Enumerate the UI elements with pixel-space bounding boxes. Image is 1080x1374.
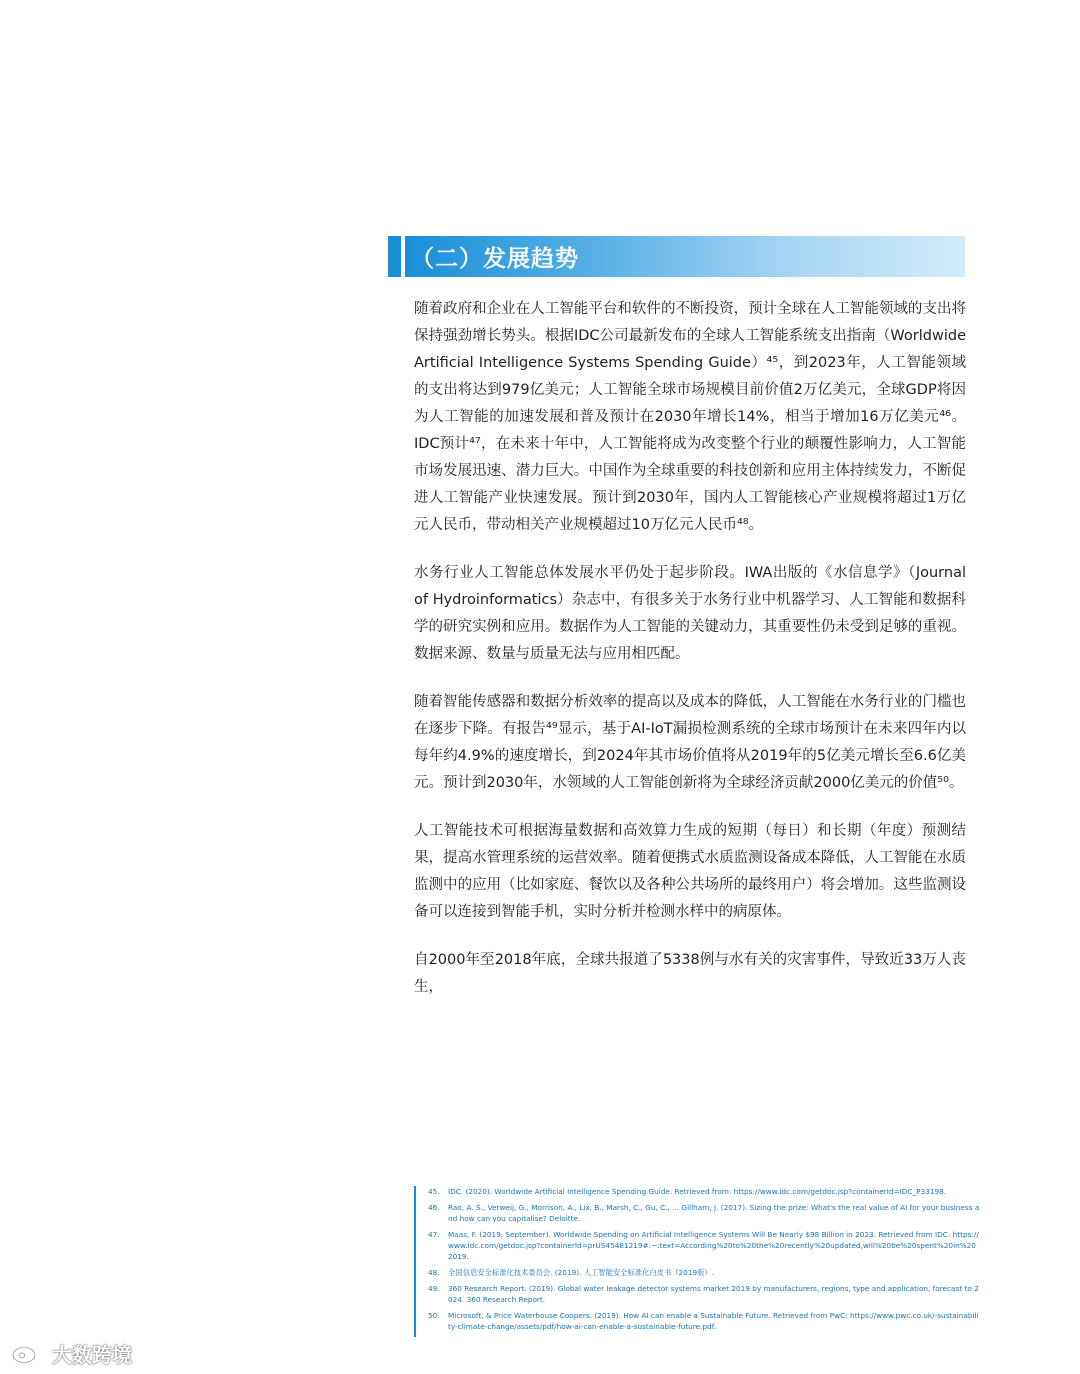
footnote-item: [428, 1310, 980, 1332]
footnote-item: [428, 1267, 980, 1278]
paragraph: 人工智能技术可根据海量数据和高效算力生成的短期（每日）和长期（年度）预测结果，提高水管理系统的运营效率。随着便携式水质监测设备成本降低，人工智能在水质监测中的应用（比如家庭、餐饮以及各种公共场所的最终用户）将会增加。这些监测设备可以连接到智能手机，实时分析并检测水样中的病原体。: [414, 823, 966, 920]
section-title: （二）发展趋势: [411, 246, 579, 272]
footnote-item: [428, 1283, 980, 1305]
paragraph: 随着智能传感器和数据分析效率的提高以及成本的降低，人工智能在水务行业的门槛也在逐步下降。有报告⁴⁹显示，基于AI-IoT漏损检测系统的全球市场预计在未来四年内以每年约4.9%的速度增长，到2024年其市场价值将从2019年的5亿美元增长至6.6亿美元。预计到2030年，水领域的人工智能创新将为全球经济贡献2000亿美元的价值⁵⁰。: [414, 694, 966, 791]
footnote-text: IDC. (2020). Worldwide Artificial Intelligence Spending Guide. Retrieved from: https://www.idc.com/getdoc.jsp?containerId=IDC_P33198.: [448, 1187, 947, 1196]
footnote-number: 50.: [428, 1311, 440, 1320]
heading-accent-bar: [388, 236, 401, 277]
watermark-text: 大数跨境: [52, 1342, 132, 1367]
body-text: [414, 296, 966, 1022]
section-heading: [388, 236, 965, 277]
weibo-logo-icon: [10, 1342, 46, 1364]
footnote-text: 360 Research Report. (2019). Global water leakage detector systems market 2019 by manufacturers, regions, type and application, forecast to 2024. 360 Research Report.: [448, 1284, 979, 1304]
footnote-number: 48.: [428, 1268, 440, 1277]
footnote-number: 49.: [428, 1284, 440, 1293]
heading-gradient-band: [405, 236, 965, 277]
footnote-text: Microsoft, & Price Waterhouse Coopers. (2019). How AI can enable a Sustainable Future. Retrieved from PwC: https://www.pwc.co.uk/-sustainability-climate-change/assets/pdf/how-ai-can-enable-a-sustainable-future.pdf.: [448, 1311, 979, 1331]
footnote-text: Maas, F. (2019, September). Worldwide Spending on Artificial Intelligence Systems Will Be Nearly $98 Billion in 2023. Retrieved from IDC: https://www.idc.com/getdoc.jsp?containerId=prUS45481219#:~:text=According%20to%20the%20recently%20updated,will%20be%20spent%20in%202019.: [448, 1230, 979, 1261]
footnote-item: [428, 1186, 980, 1197]
footnote-item: [428, 1229, 980, 1262]
footnote-number: 47.: [428, 1230, 440, 1239]
paragraph: 水务行业人工智能总体发展水平仍处于起步阶段。IWA出版的《水信息学》（Journal of Hydroinformatics）杂志中，有很多关于水务行业中机器学习、人工智能和数据科学的研究实例和应用。数据作为人工智能的关键动力，其重要性仍未受到足够的重视。数据来源、数量与质量无法与应用相匹配。: [414, 565, 966, 662]
footnote-text: Rao, A. S., Verweij, G., Morrison, A., Lix, B., Marsh, C., Gu, C., ... Gillham, J. (2017). Sizing the prize: What's the real value of AI for your business and how can you capitalise? Deloitte.: [448, 1203, 980, 1223]
footnote-item: [428, 1202, 980, 1224]
footnote-number: 46.: [428, 1203, 440, 1212]
footnote-number: 45.: [428, 1187, 440, 1196]
paragraph: 自2000年至2018年底，全球共报道了5338例与水有关的灾害事件，导致近33万人丧生，: [414, 952, 966, 995]
paragraph: 随着政府和企业在人工智能平台和软件的不断投资，预计全球在人工智能领域的支出将保持强劲增长势头。根据IDC公司最新发布的全球人工智能系统支出指南（Worldwide Artificial Intelligence Systems Spending Guide）⁴⁵，到2023年，人工智能领域的支出将达到979亿美元；人工智能全球市场规模目前价值2万亿美元，全球GDP将因为人工智能的加速发展和普及预计在2030年增长14%，相当于增加16万亿美元⁴⁶。IDC预计⁴⁷，在未来十年中，人工智能将成为改变整个行业的颠覆性影响力，人工智能市场发展迅速、潜力巨大。中国作为全球重要的科技创新和应用主体持续发力，不断促进人工智能产业快速发展。预计到2030年，国内人工智能核心产业规模将超过1万亿元人民币，带动相关产业规模超过10万亿元人民币⁴⁸。: [414, 301, 966, 533]
footnotes: [414, 1186, 980, 1337]
footnote-text: 全国信息安全标准化技术委员会. (2019). 人工智能安全标准化白皮书（2019版）.: [448, 1268, 715, 1277]
watermark: [10, 1340, 132, 1366]
